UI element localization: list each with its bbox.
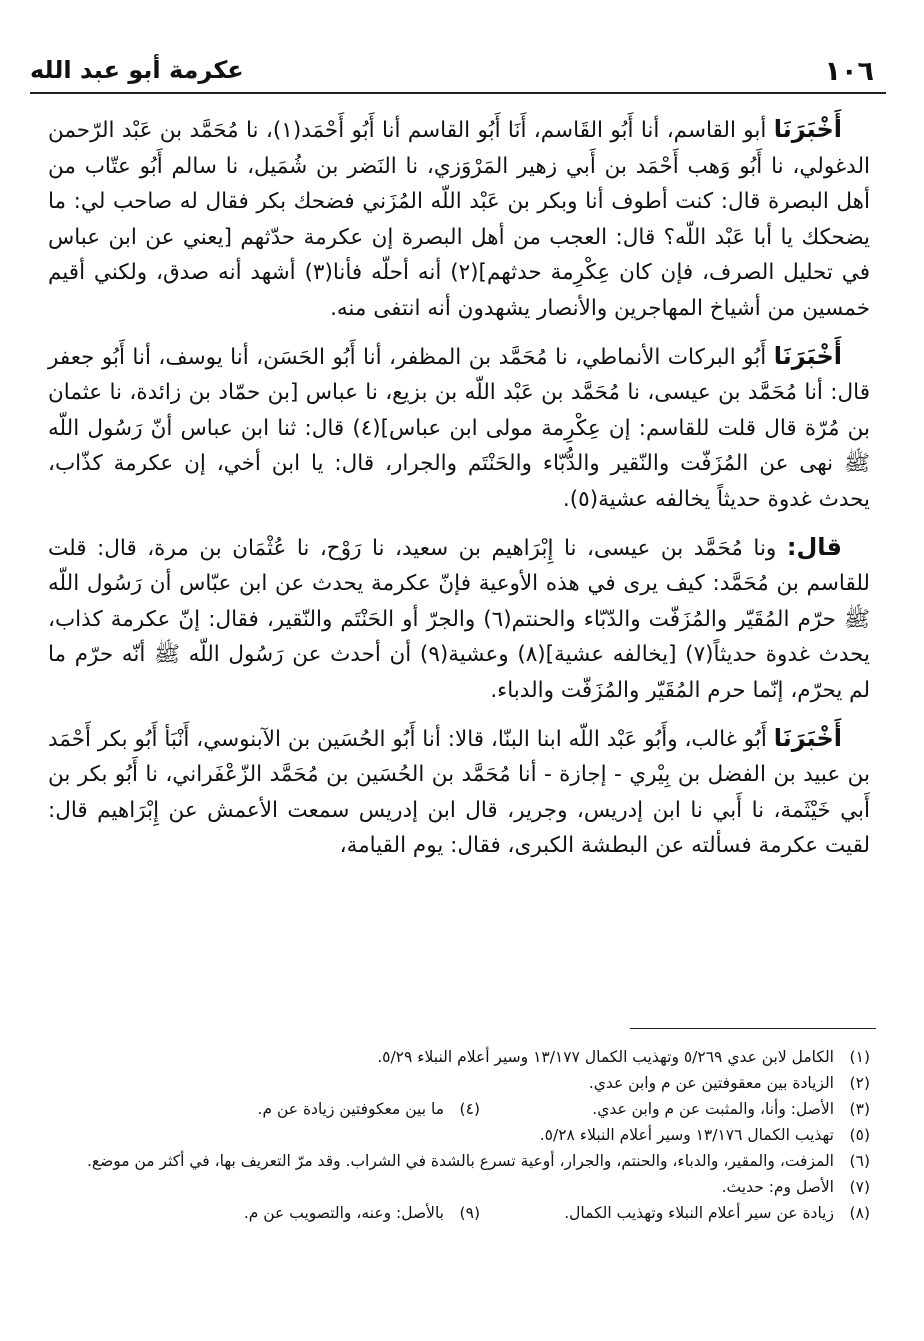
footnote-pair	[60, 1200, 870, 1226]
footnote-number: (١)	[849, 1048, 870, 1066]
footnote	[60, 1200, 540, 1226]
paragraph	[48, 112, 870, 327]
footnote	[60, 1174, 870, 1200]
footnote-text: الأصل: وأنا، والمثبت عن م وابن عدي.	[592, 1100, 834, 1118]
footnote	[540, 1200, 870, 1226]
footnote	[60, 1122, 870, 1148]
paragraph-text: أَبُو غالب، وأَبُو عَبْد اللّه ابنا البنّا، قالا: أنا أَبُو الحُسَين بن الآبنوسي، أَنْبَأ أَبُو بكر أَحْمَد بن عبيد بن الفضل بن بِيْري - إجازة - أنا مُحَمَّد بن الحُسَين بن مُحَمَّد الزّعْفَراني، نا أَبُو بكر بن أَبي خَيْثَمة، نا أَبي نا ابن إدريس، وجرير، قال ابن إدريس سمعت الأعمش عن إِبْرَاهيم قال: لقيت عكرمة فسألته عن البطشة الكبرى، فقال: يوم القيامة،	[48, 726, 870, 859]
footnote-divider	[630, 1028, 876, 1029]
footnote-text: الزيادة بين معقوفتين عن م وابن عدي.	[588, 1074, 834, 1092]
footnote-text: الكامل لابن عدي ٥/٢٦٩ وتهذيب الكمال ١٣/١٧٧ وسير أعلام النبلاء ٥/٢٩.	[377, 1048, 834, 1066]
page-number: ١٠٦	[824, 56, 874, 87]
footnote-number: (٩)	[459, 1204, 480, 1222]
footnote-number: (٦)	[849, 1152, 870, 1170]
footnote	[60, 1070, 870, 1096]
footnote-number: (٣)	[849, 1100, 870, 1118]
footnote-text: الأصل وم: حديث.	[721, 1178, 834, 1196]
paragraph-lead: أَخْبَرَنَا	[773, 341, 842, 370]
footnote	[60, 1044, 870, 1070]
footnote-text: زيادة عن سير أعلام النبلاء وتهذيب الكمال.	[564, 1204, 834, 1222]
paragraph-text: أبو القاسم، أنا أَبُو القَاسم، أَنَا أَبُو القاسم أنا أَبُو أَحْمَد(١)، نا مُحَمَّد بن عَبْد الرّحمن الدغولي، نا أَبُو وَهب أَحْمَد بن أَبي زهير المَرْوَزي، نا النَضر بن شُمَيل، نا سالم أَبُو عتّاب من أهل البصرة قال: كنت أطوف أنا وبكر بن عَبْد اللّه المُزَني فضحك بكر فقال له صاحب لي: ما يضحكك يا أبا عَبْد اللّه؟ قال: العجب من أهل البصرة إن عكرمة حدّثهم [يعني عن ابن عباس في تحليل الصرف، فإن كان عِكْرِمة حدثهم](٢) أنه أحلّه فأنا(٣) أشهد أنه صدق، ولكني أقيم خمسين من أشياخ المهاجرين والأنصار يشهدون أنه انتفى منه.	[48, 118, 870, 321]
paragraph-text: أَبُو البركات الأنماطي، نا مُحَمَّد بن المظفر، أنا أَبُو الحَسَن، أنا يوسف، أنا أَبُو جعفر قال: أنا مُحَمَّد بن عيسى، نا مُحَمَّد بن عَبْد اللّه بن بزيع، نا عباس [بن حمّاد بن زائدة، نا عثمان بن مُرّة قال قلت للقاسم: إن عِكْرِمة مولى ابن عباس](٤) قال: ثنا ابن عباس أنّ رَسُول اللّه ﷺ نهى عن المُزَفّت والنّقير والدُّبّاء والحَنْتَم والجرار، قال: يا ابن أخي، إن عكرمة كذّاب، يحدث غدوة حديثاً يخالفه عشية(٥).	[48, 344, 870, 512]
running-title: عكرمة أبو عبد الله	[30, 56, 244, 84]
footnotes	[60, 1044, 870, 1226]
paragraph-lead: أَخْبَرَنَا	[773, 115, 842, 143]
footnote-text: تهذيب الكمال ١٣/١٧٦ وسير أعلام النبلاء ٥/٢٨.	[539, 1126, 834, 1144]
paragraph-lead: قال:	[786, 532, 842, 561]
footnote-text: ما بين معكوفتين زيادة عن م.	[257, 1100, 444, 1118]
paragraph	[48, 721, 870, 864]
footnote-number: (٥)	[849, 1126, 870, 1144]
footnote	[60, 1096, 540, 1122]
footnote-number: (٨)	[849, 1204, 870, 1222]
paragraph-text: ونا مُحَمَّد بن عيسى، نا إِبْرَاهيم بن سعيد، نا رَوْح، نا عُثْمَان بن مرة، قال: قلت للقاسم بن مُحَمَّد: كيف يرى في هذه الأوعية فإنّ عكرمة يحدث عن ابن عبّاس أن رَسُول اللّه ﷺ حرّم المُقَيّر والمُزَفّت والدّبّاء والحنتم(٦) والجرّ أو الحَنْتَم والنّقير، فقال: إنّ عكرمة كذاب، يحدث غدوة حديثاً(٧) [يخالفه عشية](٨) وعشية(٩) أن أحدث عن رَسُول اللّه ﷺ أنّه حرّم ما لم يحرّم، إنّما حرم المُقَيّر والمُزَفّت والدباء.	[48, 535, 870, 703]
footnote-pair	[60, 1096, 870, 1122]
footnote-text: المزفت، والمقير، والدباء، والحنتم، والجرار، أوعية تسرع بالشدة في الشراب. وقد مرّ التعريف بها، في أكثر من موضع.	[86, 1152, 834, 1170]
footnote-text: بالأصل: وعنه، والتصويب عن م.	[243, 1204, 444, 1222]
paragraph	[48, 339, 870, 518]
footnote	[540, 1096, 870, 1122]
paragraph-lead: أَخْبَرَنَا	[773, 723, 842, 752]
paragraph	[48, 530, 870, 709]
footnote	[60, 1148, 870, 1174]
page-header	[30, 50, 886, 94]
footnote-number: (٢)	[849, 1074, 870, 1092]
footnote-number: (٤)	[459, 1100, 480, 1118]
footnote-number: (٧)	[849, 1178, 870, 1196]
main-text	[48, 112, 870, 876]
